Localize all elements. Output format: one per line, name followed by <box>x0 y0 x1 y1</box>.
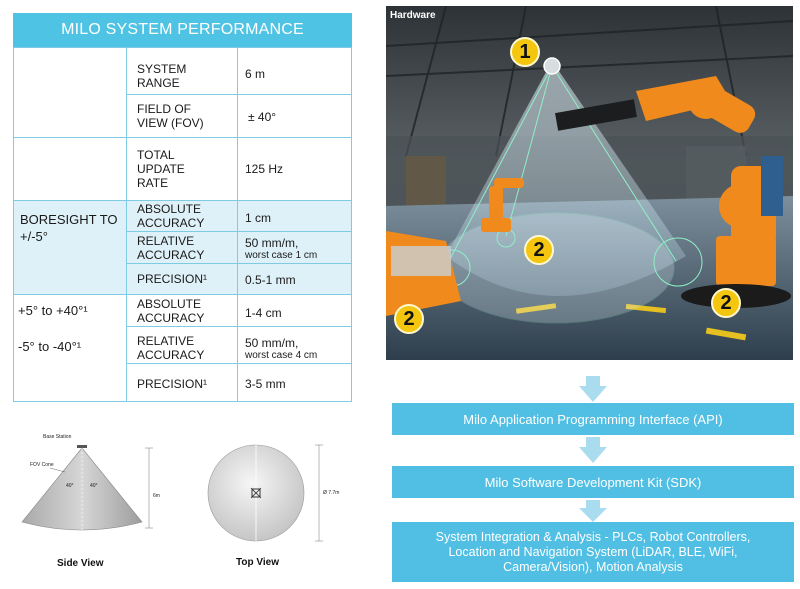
badge-tracker: 2 <box>711 288 741 318</box>
flow-api-box: Milo Application Programming Interface (API) <box>392 403 794 435</box>
side-view-diagram <box>15 430 190 548</box>
metric-abs-accuracy: ABSOLUTE ACCURACY <box>137 202 205 230</box>
value-rel-accuracy-main: 50 mm/m, <box>245 336 299 350</box>
height-label: 6m <box>153 493 160 499</box>
value-abs-accuracy: 1-4 cm <box>245 306 282 320</box>
down-arrow-icon <box>579 437 607 463</box>
group-wide-neg: -5° to -40°¹ <box>18 339 82 354</box>
metric-range: SYSTEM RANGE <box>137 62 187 90</box>
value-rel-accuracy-note: worst case 4 cm <box>245 350 318 361</box>
value-range: 6 m <box>245 67 266 81</box>
col-divider <box>126 48 127 401</box>
flow-sdk-box: Milo Software Development Kit (SDK) <box>392 466 794 498</box>
row-divider <box>126 363 351 364</box>
value-precision: 0.5-1 mm <box>245 273 296 287</box>
badge-tracker: 2 <box>394 304 424 334</box>
row-divider <box>126 94 351 95</box>
row-divider <box>126 326 351 327</box>
angle-right-label: 40° <box>90 483 98 489</box>
diameter-label: Ø 7.7m <box>323 490 340 496</box>
base-station-icon <box>544 58 560 74</box>
hardware-photo <box>386 6 793 360</box>
value-fov: ± 40° <box>248 110 277 124</box>
value-precision: 3-5 mm <box>245 377 286 391</box>
value-rel-accuracy-note: worst case 1 cm <box>245 250 318 261</box>
down-arrow-icon <box>579 500 607 522</box>
fov-cone-label: FOV Cone <box>30 462 54 468</box>
badge-tracker: 2 <box>524 235 554 265</box>
metric-precision: PRECISION¹ <box>137 272 208 286</box>
flow-integration-box: System Integration & Analysis - PLCs, Robot Controllers, Location and Navigation System (LiDAR, BLE, WiFi, Camera/Vision), Motion Analysis <box>392 522 794 582</box>
group-boresight: BORESIGHT TO +/-5° <box>20 212 118 244</box>
row-divider <box>14 137 351 138</box>
group-wide-pos: +5° to +40°¹ <box>18 303 88 318</box>
value-abs-accuracy: 1 cm <box>245 211 272 225</box>
value-update-rate: 125 Hz <box>245 162 284 176</box>
badge-base-station: 1 <box>510 37 540 67</box>
metric-rel-accuracy: RELATIVE ACCURACY <box>137 334 205 362</box>
row-divider <box>126 263 351 264</box>
metric-rel-accuracy: RELATIVE ACCURACY <box>137 234 205 262</box>
top-view-diagram <box>205 440 335 550</box>
value-rel-accuracy-main: 50 mm/m, <box>245 236 299 250</box>
value-rel-accuracy <box>245 236 317 261</box>
row-divider <box>14 294 351 295</box>
metric-fov: FIELD OF VIEW (FOV) <box>137 102 204 130</box>
col-divider <box>237 48 238 401</box>
value-rel-accuracy <box>245 336 317 361</box>
row-divider <box>14 200 351 201</box>
spec-title: MILO SYSTEM PERFORMANCE <box>13 13 352 47</box>
metric-update-rate: TOTAL UPDATE RATE <box>137 148 185 190</box>
metric-precision: PRECISION¹ <box>137 377 208 391</box>
angle-left-label: 40° <box>66 483 74 489</box>
hardware-label: Hardware <box>390 10 436 21</box>
down-arrow-icon <box>579 376 607 402</box>
base-station-label: Base Station <box>43 434 72 440</box>
row-divider <box>126 231 351 232</box>
metric-abs-accuracy: ABSOLUTE ACCURACY <box>137 297 205 325</box>
side-view-label: Side View <box>57 558 104 569</box>
spec-table <box>13 47 352 402</box>
top-view-label: Top View <box>236 557 279 568</box>
